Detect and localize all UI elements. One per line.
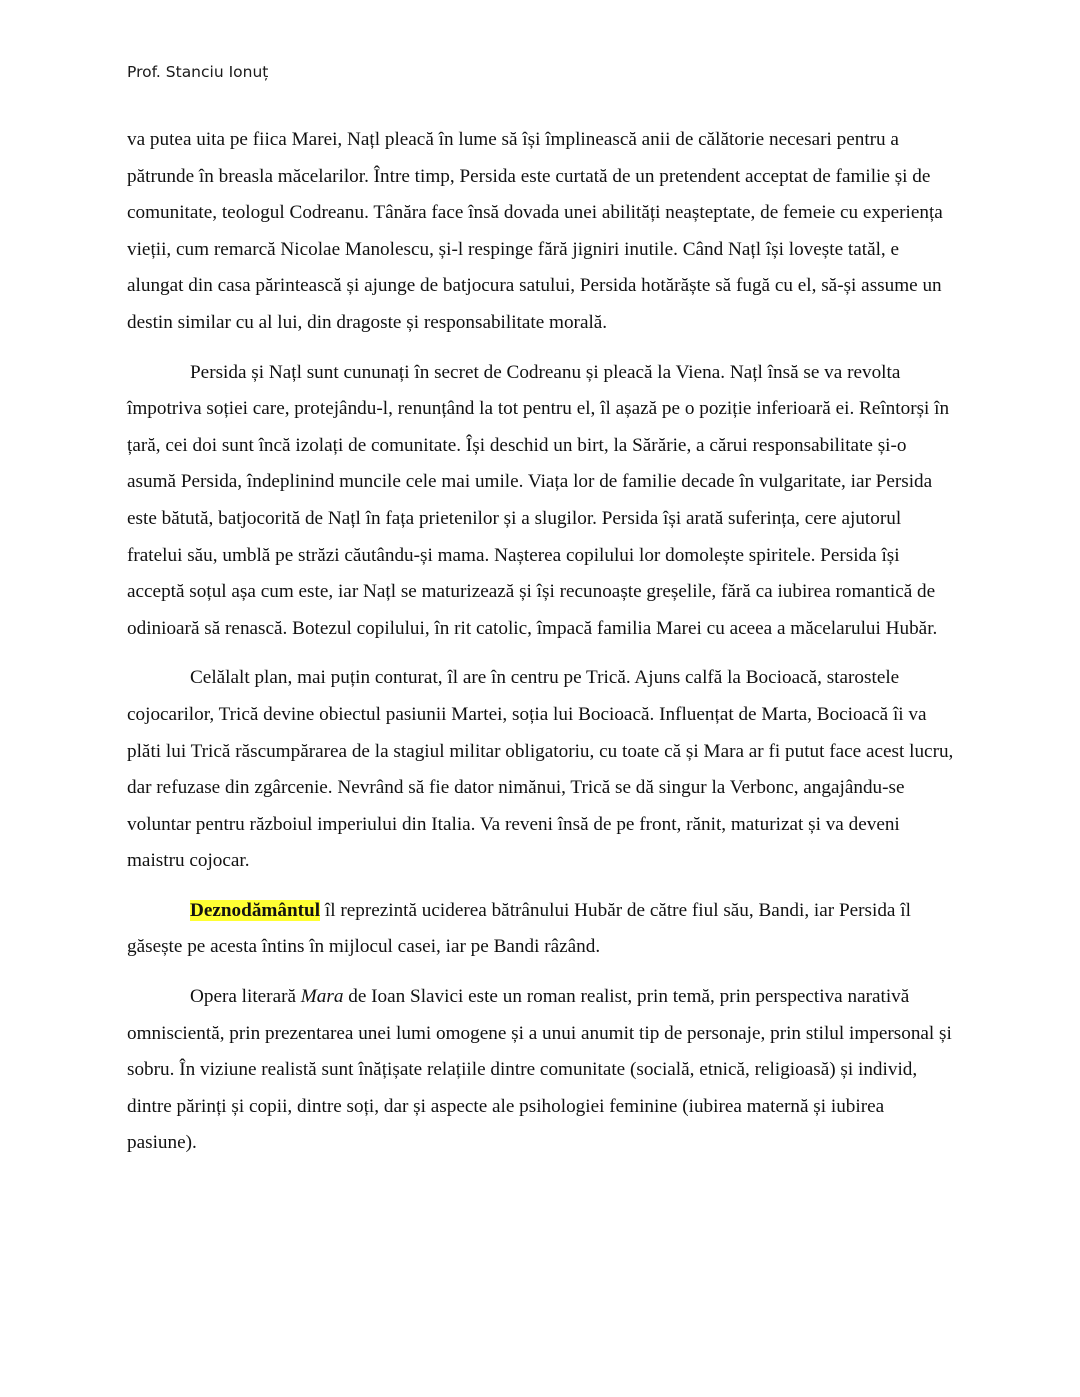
paragraph-text: de Ioan Slavici este un roman realist, prin temă, prin perspectiva narativă omniscientă, prin prezentarea unei lumi omogene și a unui anumit tip de personaje, prin stilul impersonal și sobru. În viziune realistă sunt înățișate relațiile dintre comunitate (socială, etnică, religioasă) și individ, dintre părinți și copii, dintre soți, dar și aspecte ale psihologiei feminine (iubirea maternă și iubirea pasiune). (127, 986, 952, 1154)
italic-title: Mara (300, 986, 344, 1008)
highlighted-term: Deznodământul (190, 899, 321, 921)
paragraph-deznodamant (127, 893, 957, 966)
paragraph-trica-plan: Celălalt plan, mai puțin conturat, îl are în centru pe Trică. Ajuns calfă la Bocioacă, starostele cojocarilor, Trică devine obiectul pasiunii Martei, soția lui Bocioacă. Influențat de Marta, Bocioacă îi va plăti lui Trică răscumpărarea de la stagiul militar obligatoriu, cu toate că și Mara ar fi putut face acest lucru, dar refuzase din zgârcenie. Nevrând să fie dator nimănui, Trică se dă singur la Verbonc, angajându-se voluntar pentru războiul imperiului din Italia. Va reveni însă de pe front, rănit, maturizat și va deveni maistru cojocar. (127, 667, 954, 872)
paragraph-continuation: va putea uita pe fiica Marei, Națl pleacă în lume să își împlinească anii de călătorie necesari pentru a pătrunde în breasla măcelarilor. Între timp, Persida este curtată de un pretendent acceptat de familie și de comunitate, teologul Codreanu. Tânăra face însă dovada unei abilități neașteptate, de femeie cu experiența vieții, cum remarcă Nicolae Manolescu, și-l respinge fără jigniri inutile. Când Națl își lovește tatăl, e alungat din casa părintească și ajunge de batjocura satului, Persida hotărăște să fugă cu el, să-și assume un destin similar cu al lui, din dragoste și responsabilitate morală. (127, 129, 943, 333)
paragraph-lead: Opera literară (190, 986, 301, 1008)
paragraph-text: îl reprezintă uciderea bătrânului Hubăr de către fiul său, Bandi, iar Persida îl găsește pe acesta întins în mijlocul casei, iar pe Bandi râzând. (127, 899, 911, 958)
paragraph-persida-natl: Persida și Națl sunt cununați în secret de Codreanu și pleacă la Viena. Națl însă se va revolta împotriva soției care, protejându-l, renunțând la tot pentru el, îl așază pe o poziție inferioară ei. Reîntorși în țară, cei doi sunt încă izolați de comunitate. Își deschid un birt, la Sărărie, a cărui responsabilitate și-o asumă Persida, îndeplinind muncile cele mai umile. Viața lor de familie decade în vulgaritate, iar Persida este bătută, batjocorită de Națl în fața prietenilor și a slugilor. Persida își arată suferința, cere ajutorul fratelui său, umblă pe străzi căutându-și mama. Nașterea copilului lor domolește spiritele. Persida își acceptă soțul așa cum este, iar Națl se maturizează și își recunoaște greșelile, fără ca iubirea romantică de odinioară să renască. Botezul copilului, în rit catolic, împacă familia Marei cu aceea a măcelarului Hubăr. (127, 361, 950, 639)
document-body (127, 122, 957, 1162)
author-header: Prof. Stanciu Ionuț (127, 63, 269, 81)
paragraph-conclusion (127, 979, 957, 1162)
